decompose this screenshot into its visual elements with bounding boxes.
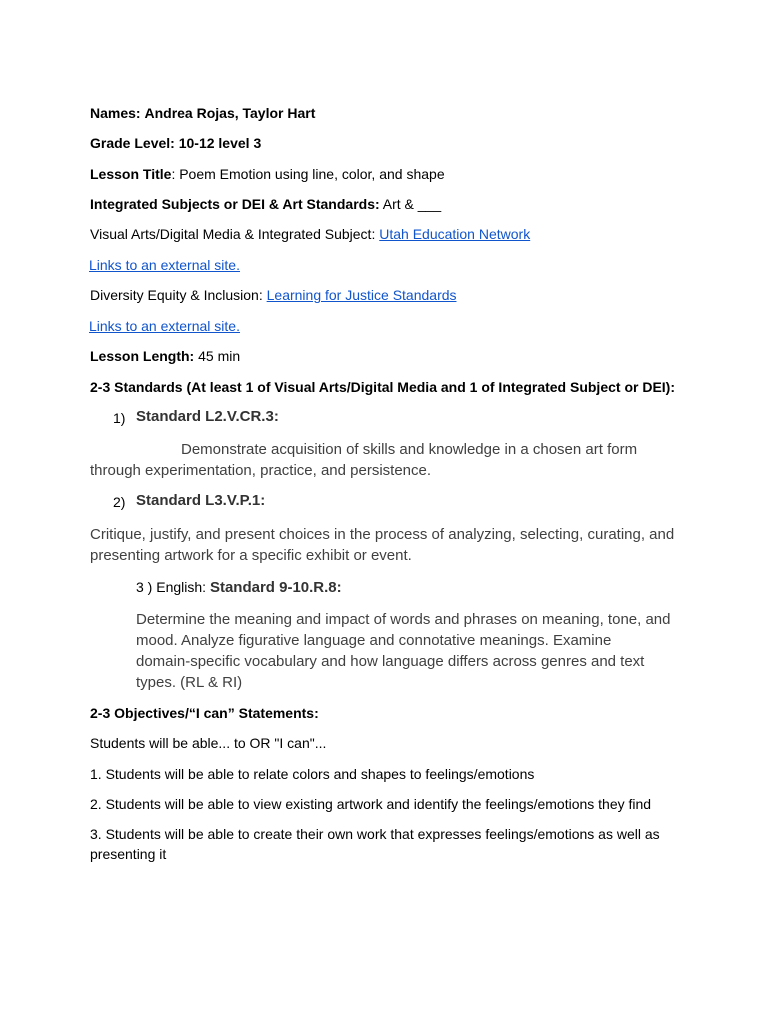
grade-label: Grade Level: [90,135,175,151]
names-line [90,103,315,123]
standard-3-line-4: types. (RL & RI) [136,674,243,691]
external-link-2[interactable] [89,316,240,336]
integrated-label: Integrated Subjects or DEI & Art Standards: [90,196,380,212]
dei-line [90,285,457,305]
lesson-title-value: : Poem Emotion using line, color, and shape [171,166,445,182]
standard-2-line-1: Critique, justify, and present choices in the process of analyzing, selecting, curating, and [90,526,675,543]
objective-3-continued: presenting it [90,846,167,862]
lesson-title-label: Lesson Title [90,166,172,182]
visual-arts-line [90,224,530,244]
utah-education-network-link[interactable]: Utah Education Network [379,226,531,242]
objectives-intro: Students will be able... to OR "I can"... [90,735,327,751]
lesson-length-label: Lesson Length: [90,348,195,364]
standard-3-title: Standard 9-10.R.8: [209,579,342,596]
standard-1-line-1: Demonstrate acquisition of skills and knowledge in a chosen art form [181,441,638,458]
lesson-length-value: 45 min [198,348,241,364]
objectives-heading: 2-3 Objectives/“I can” Statements: [90,705,319,721]
lesson-length-line [90,346,240,366]
names-label: Names: [90,105,141,121]
standard-2-title: Standard L3.V.P.1: [136,492,266,509]
learning-for-justice-link[interactable]: Learning for Justice Standards [266,287,457,303]
standard-1-title: Standard L2.V.CR.3: [136,408,279,425]
integrated-line [90,194,441,214]
grade-value: 10-12 level 3 [178,135,262,151]
dei-text: Diversity Equity & Inclusion: [90,287,263,303]
standard-3-prefix: 3 ) English: [136,579,207,595]
external-site-link[interactable]: Links to an external site. [89,318,240,334]
names-value: Andrea Rojas, Taylor Hart [144,105,316,121]
objective-3: 3. Students will be able to create their own work that expresses feelings/emotions as well as [90,826,660,842]
standard-3-line-2: mood. Analyze figurative language and connotative meanings. Examine [136,632,612,649]
objective-2: 2. Students will be able to view existing artwork and identify the feelings/emotions they find [90,796,652,812]
standard-3-header [136,577,342,598]
grade-line [90,133,261,153]
standard-2-line-2: presenting artwork for a specific exhibit or event. [90,547,412,564]
visual-arts-text: Visual Arts/Digital Media & Integrated Subject: [90,226,376,242]
external-site-link[interactable]: Links to an external site. [89,257,240,273]
standard-2-number: 2) [113,494,126,510]
lesson-title-line [90,164,445,184]
objective-1: 1. Students will be able to relate colors and shapes to feelings/emotions [90,766,535,782]
external-link-1[interactable] [89,255,240,275]
standard-1-number: 1) [113,410,126,426]
standards-heading: 2-3 Standards (At least 1 of Visual Arts/Digital Media and 1 of Integrated Subject or DEI): [90,379,675,395]
standard-1-line-2: through experimentation, practice, and persistence. [90,462,432,479]
standard-3-line-1: Determine the meaning and impact of words and phrases on meaning, tone, and [136,611,671,628]
standard-3-line-3: domain-specific vocabulary and how language differs across genres and text [136,653,645,670]
integrated-value: Art & ___ [382,196,442,212]
